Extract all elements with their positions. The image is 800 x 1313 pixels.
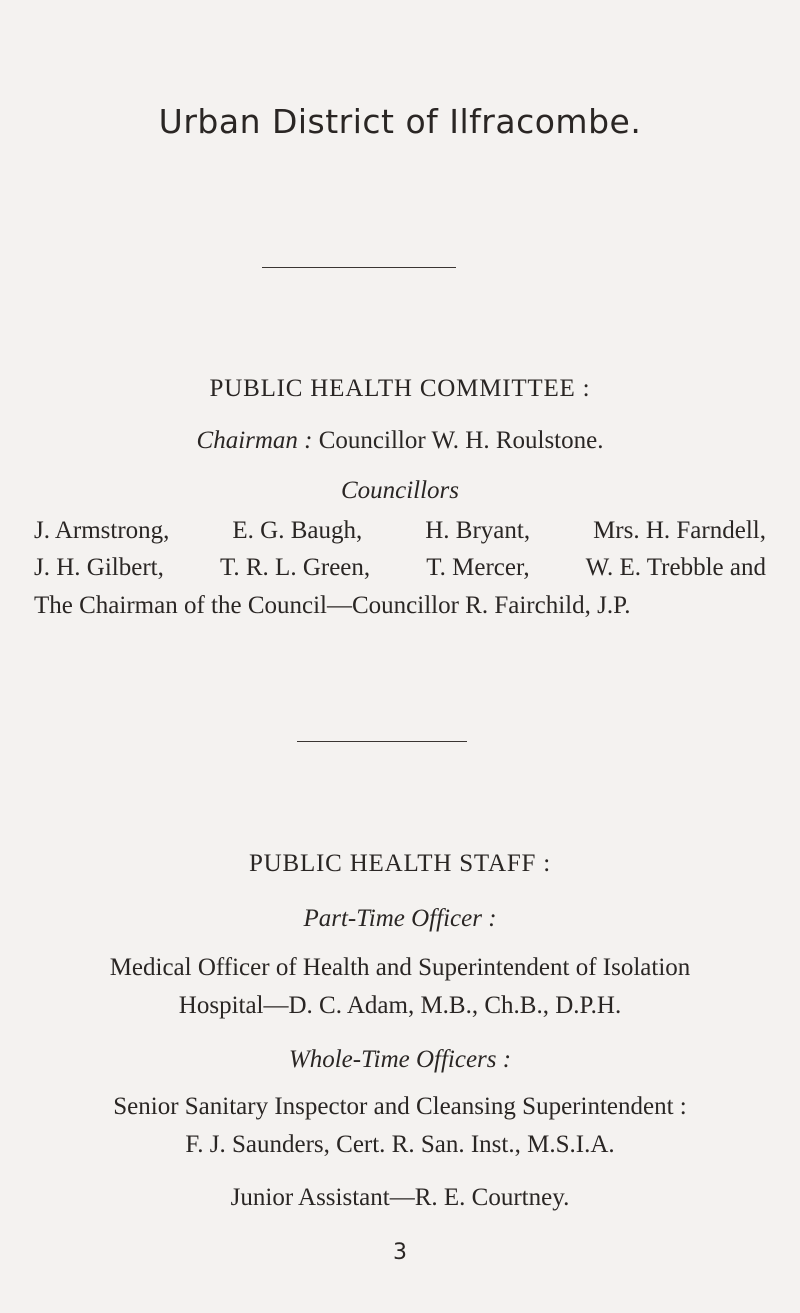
councillor-name: Mrs. H. Farndell, <box>593 517 766 544</box>
council-chairman-line: The Chairman of the Council—Councillor R. Fairchild, J.P. <box>34 592 631 619</box>
chairman-name: Councillor W. H. Roulstone. <box>318 427 604 454</box>
councillor-name: W. E. Trebble and <box>585 554 766 581</box>
councillors-row-1 <box>34 516 766 546</box>
divider-rule <box>297 741 467 742</box>
councillors-label: Councillors <box>340 477 460 504</box>
staff-heading: PUBLIC HEALTH STAFF : <box>248 850 552 877</box>
councillor-name: H. Bryant, <box>425 517 531 544</box>
councillors-row-2 <box>34 553 766 583</box>
divider-rule <box>262 267 456 268</box>
councillor-name: T. Mercer, <box>426 554 530 581</box>
senior-inspector-line-2: F. J. Saunders, Cert. R. San. Inst., M.S.I.A. <box>185 1131 615 1158</box>
councillor-name: J. Armstrong, <box>34 517 170 544</box>
chairman-label: Chairman : <box>196 427 313 454</box>
councillor-name: E. G. Baugh, <box>232 517 363 544</box>
councillor-name: J. H. Gilbert, <box>34 554 164 581</box>
junior-assistant-line: Junior Assistant—R. E. Courtney. <box>230 1184 570 1211</box>
councillor-name: T. R. L. Green, <box>219 554 371 581</box>
chairman-line <box>0 426 800 456</box>
part-time-line-2: Hospital—D. C. Adam, M.B., Ch.B., D.P.H. <box>178 992 622 1019</box>
whole-time-label: Whole-Time Officers : <box>288 1046 512 1073</box>
senior-inspector-line-1: Senior Sanitary Inspector and Cleansing Superintendent : <box>113 1093 687 1120</box>
part-time-line-1: Medical Officer of Health and Superintendent of Isolation <box>109 954 691 981</box>
document-title: Urban District of Ilfracombe. <box>158 102 642 141</box>
committee-heading: PUBLIC HEALTH COMMITTEE : <box>209 375 591 402</box>
page-number: 3 <box>393 1240 407 1265</box>
part-time-label: Part-Time Officer : <box>303 905 497 932</box>
